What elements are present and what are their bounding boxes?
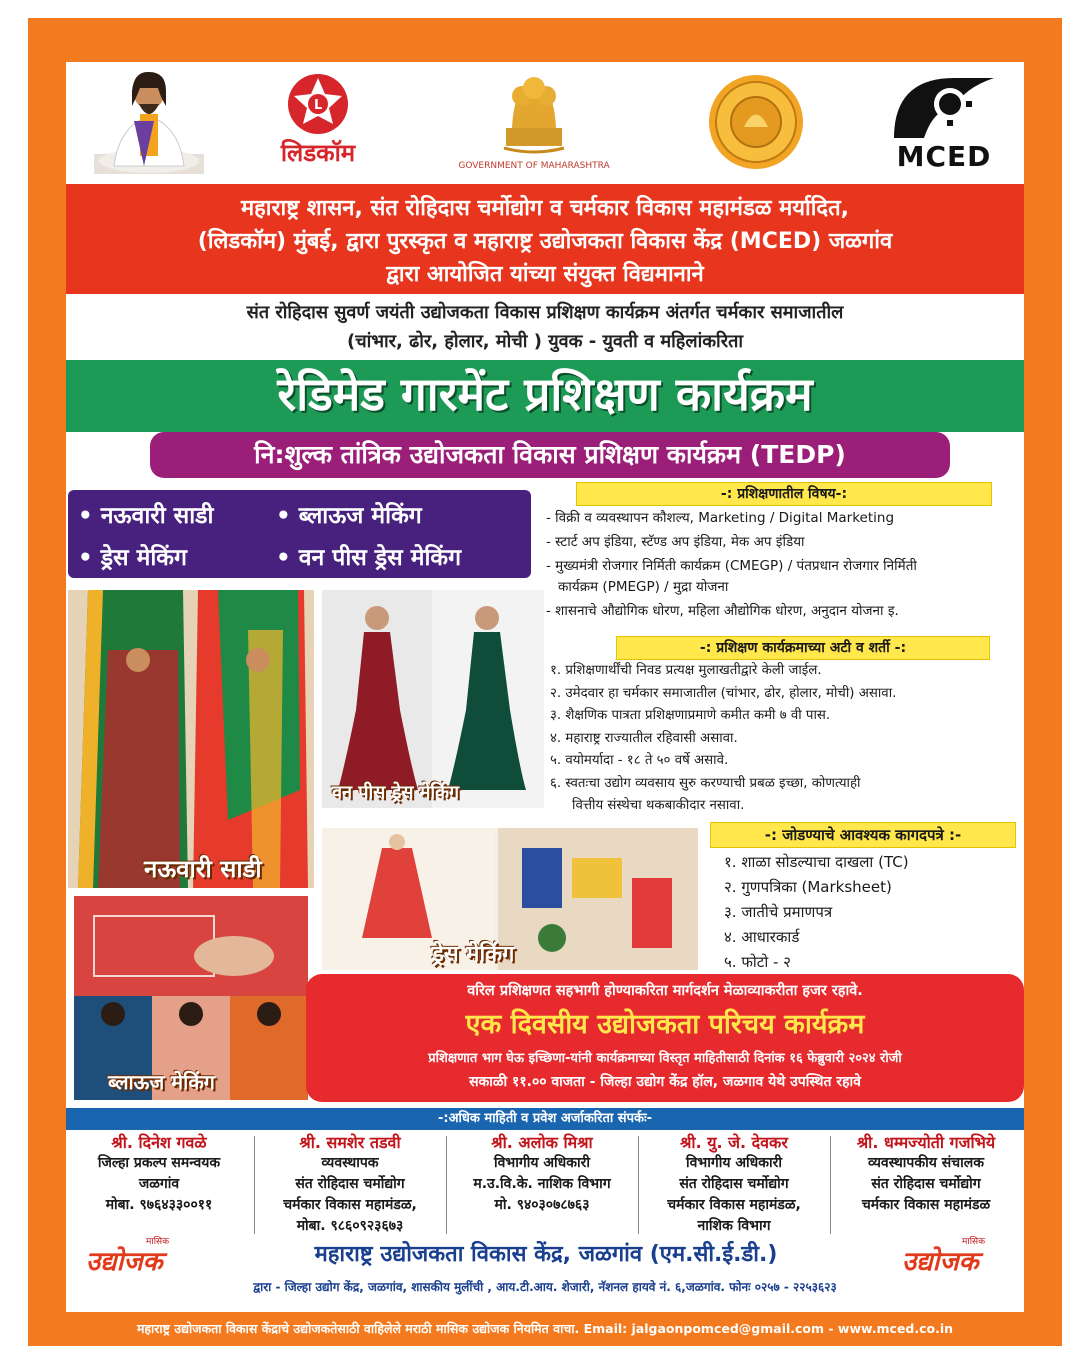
contact-name: श्री. अलोक मिश्रा xyxy=(491,1133,593,1152)
udyojak-logo-left: मासिक उद्योजक xyxy=(86,1237,170,1277)
address-line: द्वारा - जिल्हा उद्योग केंद्र, जळगांव, शासकीय मुलींची , आय.टी.आय. शेजारी, नॅशनल हायवे नं. ६,जळगांव. फोनः ०२५७ - २२५३६२३ xyxy=(253,1280,837,1294)
contact-card xyxy=(449,1132,635,1216)
course-blouse: • ब्लाऊज मेकिंग xyxy=(276,503,422,529)
conditions-list xyxy=(550,660,1022,818)
topics-list xyxy=(546,508,1022,622)
event-title: एक दिवसीय उद्योजकता परिचय कार्यक्रम xyxy=(465,1009,865,1040)
contact-line: मोबा. ९८६०९२३६७३ xyxy=(296,1218,404,1234)
course-onepiece: • वन पीस ड्रेस मेकिंग xyxy=(276,545,462,571)
contact-line: नाशिक विभाग xyxy=(697,1218,771,1234)
saree-photo xyxy=(68,590,314,888)
contact-card xyxy=(641,1132,827,1237)
event-line-2: प्रशिक्षणात भाग घेऊ इच्छिणा-यांनी कार्यक्रमाच्या विस्तृत माहितीसाठी दिनांक १६ फेब्रुवारी २०२४ रोजी xyxy=(428,1051,902,1066)
contact-line: संत रोहिदास चर्मोद्योग xyxy=(679,1176,789,1192)
contact-line: चर्मकार विकास महामंडळ, xyxy=(283,1197,417,1213)
dress-making-photo-label: ड्रेस मेकिंग xyxy=(432,942,515,967)
organizer-band xyxy=(66,184,1024,294)
contact-line: जिल्हा प्रकल्प समन्वयक xyxy=(97,1155,221,1171)
event-box xyxy=(306,974,1024,1102)
conditions-heading: -: प्रशिक्षण कार्यक्रमाच्या अटी व शर्ती -: xyxy=(616,636,990,660)
contact-line: व्यवस्थापकीय संचालक xyxy=(868,1155,984,1171)
event-line-1: वरिल प्रशिक्षणत सहभागी होण्याकरिता मार्गदर्शन मेळाव्याकरीता हजर रहावे. xyxy=(467,983,863,999)
condition-item: २. उमेदवार हा चर्मकार समाजातील (चांभार, ढोर, होलार, मोची) असावा. xyxy=(550,685,897,701)
contact-line: विभागीय अधिकारी xyxy=(493,1155,591,1171)
topic-item: - शासनाचे औद्योगिक धोरण, महिला औद्योगिक धोरण, अनुदान योजना इ. xyxy=(546,603,899,619)
contact-name: श्री. दिनेश गवळे xyxy=(111,1133,207,1152)
contact-line: चर्मकार विकास महामंडळ xyxy=(861,1197,991,1213)
government-label: GOVERNMENT OF MAHARASHTRA xyxy=(458,161,610,171)
contact-heading: -:अधिक माहिती व प्रवेश अर्जाकरिता संपर्कः- xyxy=(66,1108,1024,1130)
divider xyxy=(830,1136,831,1234)
organizer-line-2: (लिडकॉम) मुंबई, द्वारा पुरस्कृत व महाराष्ट्र उद्योजकता विकास केंद्र (MCED) जळगांव xyxy=(197,229,893,254)
poster xyxy=(66,62,1024,1330)
sub-title-badge: नि:शुल्क तांत्रिक उद्योजकता विकास प्रशिक्षण कार्यक्रम (TEDP) xyxy=(150,432,950,478)
contact-line: मो. ९४०३०७८७६३ xyxy=(494,1197,590,1213)
contact-line: संत रोहिदास चर्मोद्योग xyxy=(295,1176,405,1192)
contact-name: श्री. समशेर तडवी xyxy=(299,1133,401,1152)
document-item: ३. जातीचे प्रमाणपत्र xyxy=(724,903,833,921)
contact-line: संत रोहिदास चर्मोद्योग xyxy=(871,1176,981,1192)
contact-name: श्री. यु. जे. देवकर xyxy=(680,1133,788,1152)
document-item: ५. फोटो - २ xyxy=(724,953,791,971)
condition-item: ४. महाराष्ट्र राज्यातील रहिवासी असावा. xyxy=(550,730,738,746)
document-item: १. शाळा सोडल्याचा दाखला (TC) xyxy=(724,853,909,871)
organizer-line-3: द्वारा आयोजित यांच्या संयुक्त विद्यमानाने xyxy=(386,262,704,287)
course-nauvari: • नऊवारी साडी xyxy=(78,503,214,529)
course-dress: • ड्रेस मेकिंग xyxy=(78,545,187,571)
mced-label: MCED xyxy=(896,140,992,173)
document-item: २. गुणपत्रिका (Marksheet) xyxy=(724,878,892,896)
contact-card xyxy=(66,1132,252,1216)
target-line-1: संत रोहिदास सुवर्ण जयंती उद्योजकता विकास प्रशिक्षण कार्यक्रम अंतर्गत चर्मकार समाजातील xyxy=(246,302,844,323)
documents-list xyxy=(724,850,1024,975)
target-line-2: (चांभार, ढोर, होलार, मोची ) युवक - युवती व महिलांकरिता xyxy=(347,331,743,352)
condition-item: वित्तीय संस्थेचा थकबाकीदार नसावा. xyxy=(572,798,745,813)
main-title: रेडिमेड गारमेंट प्रशिक्षण कार्यक्रम xyxy=(277,367,813,421)
contact-name: श्री. धम्मज्योती गजभिये xyxy=(856,1133,996,1152)
maharashtra-seal xyxy=(706,72,806,172)
mced-logo xyxy=(884,68,1004,180)
condition-item: ५. वयोमर्यादा - १८ ते ५० वर्षे असावे. xyxy=(550,753,729,768)
condition-item: १. प्रशिक्षणार्थींची निवड प्रत्यक्ष मुलाखतीद्वारे केली जाईल. xyxy=(550,663,822,678)
target-audience xyxy=(66,298,1024,356)
contact-line: व्यवस्थापक xyxy=(321,1155,379,1171)
svg-text:L: L xyxy=(314,98,323,113)
saint-portrait xyxy=(94,66,204,174)
documents-heading: -: जोडण्याचे आवश्यक कागदपत्रे :- xyxy=(710,822,1016,848)
blouse-photo xyxy=(74,896,308,1100)
condition-item: ६. स्वतःचा उद्योग व्यवसाय सुरु करण्याची प्रबळ इच्छा, कोणत्याही xyxy=(550,775,861,791)
divider xyxy=(254,1136,255,1234)
topic-item: - विक्री व व्यवस्थापन कौशल्य, Marketing / Digital Marketing xyxy=(546,510,895,526)
footer-text: महाराष्ट्र उद्योजकता विकास केंद्राचे उद्योजकतेसाठी वाहिलेले मराठी मासिक उद्योजक नियमित वाचा. Email: jalgaonpomced@gmail.com - www.mced.co.in xyxy=(136,1321,954,1336)
divider xyxy=(446,1136,447,1234)
topic-item: - स्टार्ट अप इंडिया, स्टॅण्ड अप इंडिया, मेक अप इंडिया xyxy=(546,534,805,550)
event-line-3: सकाळी ११.०० वाजता - जिल्हा उद्योग केंद्र हॉल, जळगाव येथे उपस्थित रहावे xyxy=(469,1074,861,1090)
mced-center-name: महाराष्ट्र उद्योजकता विकास केंद्र, जळगांव (एम.सी.ई.डी.) xyxy=(314,1242,778,1267)
condition-item: ३. शैक्षणिक पात्रता प्रशिक्षणाप्रमाणे कमीत कमी ७ वी पास. xyxy=(550,708,831,723)
lidcom-logo xyxy=(256,66,380,176)
onepiece-photo-label: वन पीस ड्रेस मेकिंग xyxy=(332,782,460,803)
contact-line: विभागीय अधिकारी xyxy=(685,1155,783,1171)
contact-card xyxy=(833,1132,1019,1216)
topic-item: - मुख्यमंत्री रोजगार निर्मिती कार्यक्रम (CMEGP) / पंतप्रधान रोजगार निर्मिती xyxy=(546,558,917,574)
udyojak-logo-right: मासिक उद्योजक xyxy=(902,1237,986,1277)
contact-line: जळगांव xyxy=(138,1176,180,1192)
contact-line: मोबा. ९७६४३३००११ xyxy=(105,1197,213,1213)
courses-box xyxy=(68,490,531,578)
dress-making-photo xyxy=(322,828,698,970)
contact-card xyxy=(257,1132,443,1237)
lidcom-label: लिडकॉम xyxy=(280,139,356,167)
topics-heading: -: प्रशिक्षणातील विषय-: xyxy=(576,482,992,506)
document-item: ४. आधारकार्ड xyxy=(724,928,800,946)
topic-item: कार्यक्रम (PMEGP) / मुद्रा योजना xyxy=(558,579,729,595)
contact-line: म.उ.वि.के. नाशिक विभाग xyxy=(473,1176,611,1192)
saree-photo-label: नऊवारी साडी xyxy=(144,855,262,883)
divider xyxy=(638,1136,639,1234)
onepiece-photo xyxy=(322,590,544,808)
maharashtra-emblem xyxy=(444,66,624,178)
organizer-line-1: महाराष्ट्र शासन, संत रोहिदास चर्मोद्योग व चर्मकार विकास महामंडळ मर्यादित, xyxy=(240,196,850,221)
blouse-photo-label: ब्लाऊज मेकिंग xyxy=(108,1070,215,1094)
contact-line: चर्मकार विकास महामंडळ, xyxy=(667,1197,801,1213)
